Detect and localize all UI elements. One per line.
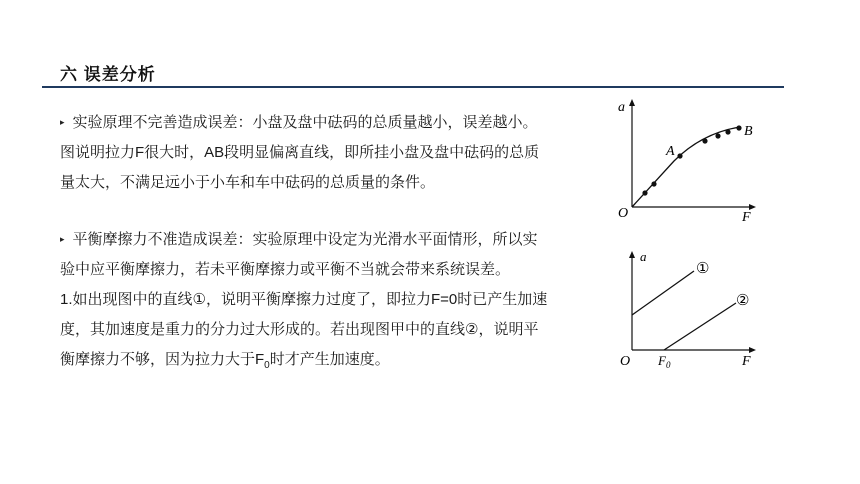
title-divider [42, 86, 784, 88]
axis-label-f: F [742, 354, 751, 369]
line-1-label: ① [696, 261, 710, 277]
data-point [651, 181, 656, 186]
paragraph-line: ▸ 实验原理不完善造成误差：小盘及盘中砝码的总质量越小，误差越小。 [60, 107, 590, 138]
section-friction-balance [60, 224, 590, 381]
page-title: 六 误差分析 [60, 65, 156, 84]
data-point [736, 125, 741, 130]
curve-line [632, 127, 740, 207]
a-f-curve-figure [612, 95, 762, 230]
point-label-b: B [744, 124, 753, 139]
paragraph-line: 度，其加速度是重力的分力过大形成的。若出现图甲中的直线②，说明平 [60, 321, 539, 338]
section-incomplete-principle [60, 107, 590, 198]
data-point [642, 190, 647, 195]
y-axis-arrow-icon [629, 251, 635, 258]
line-2-label: ② [736, 293, 750, 309]
a-f-lines-figure [612, 245, 762, 375]
paragraph-line: 衡摩擦力不够，因为拉力大于$F_0$时才产生加速度。 [60, 351, 390, 371]
line-1 [632, 271, 694, 315]
paragraph-line: 量太大，不满足远小于小车和车中砝码的总质量的条件。 [60, 174, 436, 191]
axis-label-a: a [618, 100, 625, 115]
x-axis-arrow-icon [749, 347, 756, 353]
axis-label-f: F [742, 210, 751, 225]
line-2 [664, 303, 736, 350]
origin-label: O [620, 354, 631, 369]
axis-label-a: a [640, 249, 647, 264]
data-point [702, 138, 707, 143]
point-label-a: A [666, 144, 675, 159]
f0-label: $F_0$ [658, 353, 671, 370]
data-point [715, 133, 720, 138]
paragraph-line: 验中应平衡摩擦力，若未平衡摩擦力或平衡不当就会带来系统误差。 [60, 261, 511, 278]
origin-label: O [618, 206, 629, 221]
y-axis-arrow-icon [629, 99, 635, 106]
bullet-icon: ▸ [60, 234, 65, 244]
data-point [677, 153, 682, 158]
bullet-icon: ▸ [60, 117, 65, 127]
data-point [725, 129, 730, 134]
paragraph-line: 1.如出现图中的直线①，说明平衡摩擦力过度了，即拉力F=0时已产生加速 [60, 291, 548, 308]
paragraph-line: ▸ 平衡摩擦力不准造成误差：实验原理中设定为光滑水平面情形，所以实 [60, 224, 590, 255]
paragraph-line: 图说明拉力F很大时，AB段明显偏离直线，即所挂小盘及盘中砝码的总质 [60, 144, 540, 161]
